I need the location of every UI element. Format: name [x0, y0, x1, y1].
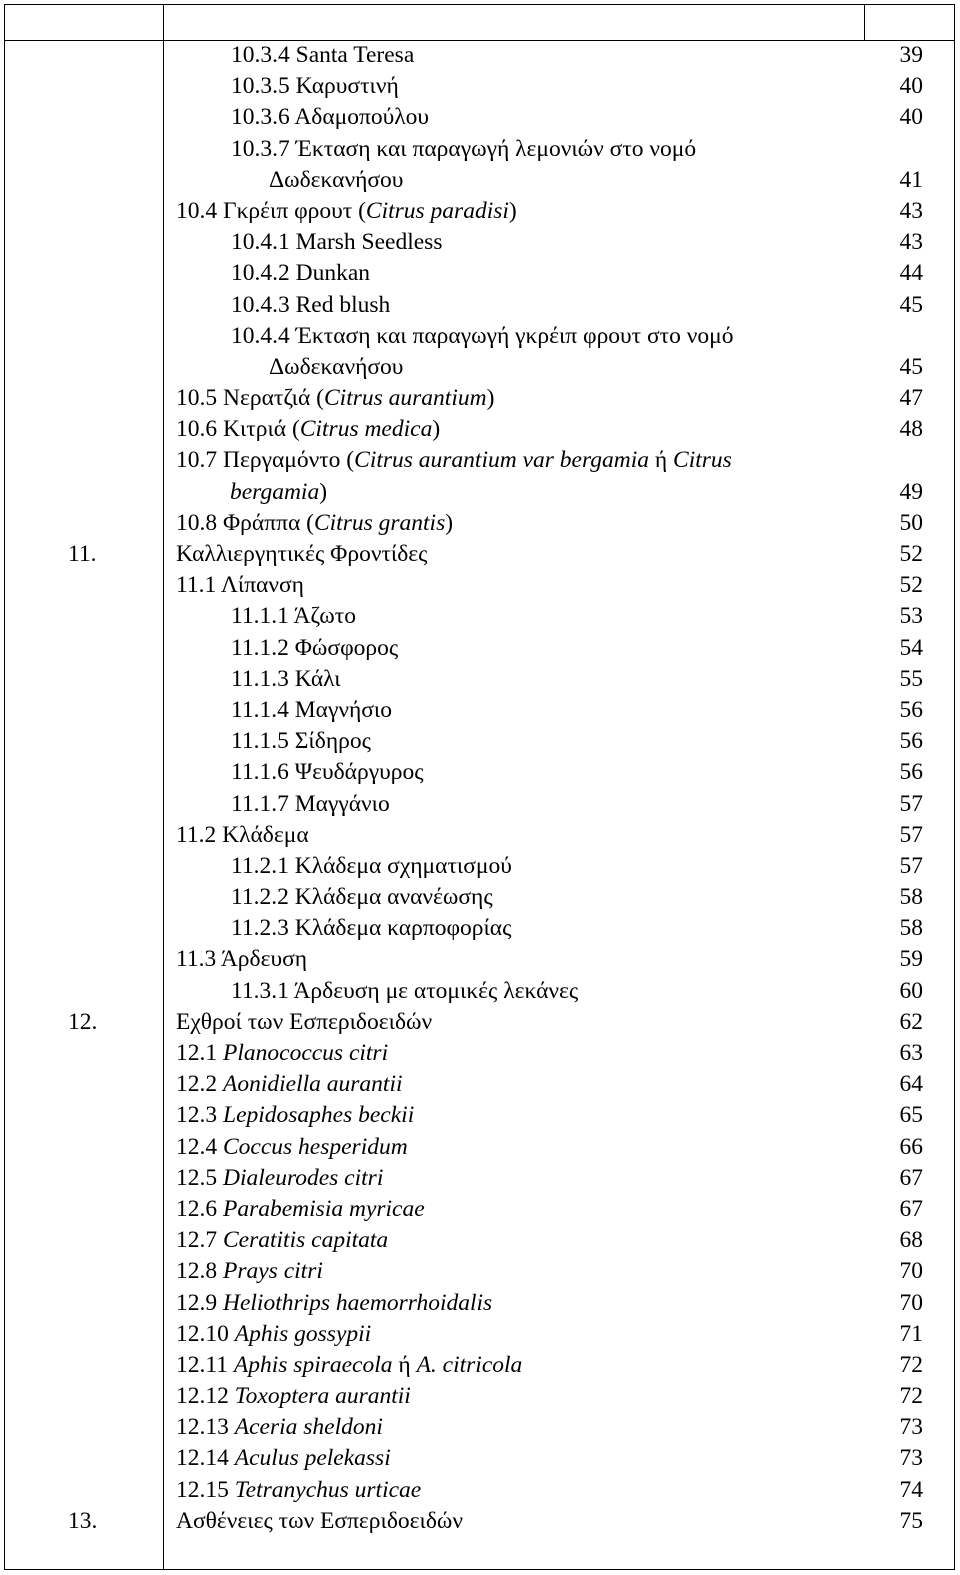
page-number: 56 — [899, 728, 923, 755]
entry-text: 11.2.3 Κλάδεμα καρποφορίας — [231, 915, 512, 942]
entry-title — [231, 134, 696, 196]
page-number: 47 — [899, 385, 923, 412]
entry-title — [176, 1132, 408, 1163]
toc-entry — [0, 1350, 960, 1381]
entry-text: 12.14 — [176, 1445, 235, 1472]
entry-title — [176, 944, 307, 975]
entry-title — [231, 258, 370, 289]
entry-title — [231, 102, 429, 133]
entry-text: 12.9 — [176, 1289, 223, 1316]
entry-title — [231, 976, 578, 1007]
toc-entry — [0, 726, 960, 757]
page-number: 44 — [899, 260, 923, 287]
entry-scientific-name: Aculus pelekassi — [234, 1445, 391, 1472]
entry-title — [231, 633, 398, 664]
page-number: 55 — [899, 665, 923, 692]
toc-entry — [0, 1007, 960, 1038]
entry-text: 10.3.6 Αδαμοπούλου — [231, 104, 430, 131]
entry-text: 10.4 Γκρέιπ φρουτ ( — [176, 197, 366, 224]
entry-text-suffix: ή — [392, 1351, 417, 1378]
toc-entry — [0, 508, 960, 539]
page-number: 41 — [899, 166, 923, 193]
entry-scientific-name: Prays citri — [223, 1258, 323, 1285]
entry-title — [231, 757, 424, 788]
page-number: 64 — [899, 1071, 923, 1098]
toc-entry — [0, 633, 960, 664]
entry-text-continued: Δωδεκανήσου — [269, 353, 404, 380]
entry-scientific-name: Heliothrips haemorrhoidalis — [223, 1289, 493, 1316]
entry-text: Ασθένειες των Εσπεριδοειδών — [176, 1507, 464, 1534]
entry-text: 12.5 — [176, 1164, 223, 1191]
page-number: 59 — [899, 946, 923, 973]
page-number: 48 — [899, 416, 923, 443]
entry-text: 12.8 — [176, 1258, 223, 1285]
entry-title — [176, 1256, 323, 1287]
entry-text: 11.2.2 Κλάδεμα ανανέωσης — [231, 884, 493, 911]
toc-entry — [0, 789, 960, 820]
page-number: 53 — [899, 603, 923, 630]
entry-title — [176, 1069, 403, 1100]
entry-title — [176, 414, 440, 445]
entry-text: 12.11 — [176, 1351, 234, 1378]
entry-title — [176, 820, 309, 851]
entry-text: 12.3 — [176, 1102, 223, 1129]
page-number: 72 — [899, 1383, 923, 1410]
entry-title — [176, 1381, 411, 1412]
chapter-number: 13. — [68, 1507, 98, 1534]
entry-title — [176, 383, 494, 414]
entry-title — [231, 321, 733, 383]
page-number: 62 — [899, 1008, 923, 1035]
toc-entry — [0, 976, 960, 1007]
toc-entry — [0, 1163, 960, 1194]
toc-entry — [0, 570, 960, 601]
entry-title — [231, 601, 356, 632]
toc-entry — [0, 258, 960, 289]
page-number: 57 — [899, 852, 923, 879]
entry-title — [176, 1443, 391, 1474]
entry-title — [231, 789, 390, 820]
toc-entry — [0, 71, 960, 102]
page-number: 50 — [899, 509, 923, 536]
entry-title — [176, 1163, 383, 1194]
entry-text: 10.3.4 Santa Teresa — [231, 42, 415, 68]
entry-title — [176, 1350, 522, 1381]
entry-text: 12.12 — [176, 1383, 235, 1410]
entry-text: 11.1.5 Σίδηρος — [231, 728, 371, 755]
entry-text-suffix: ) — [445, 509, 454, 536]
toc-entry — [0, 1038, 960, 1069]
toc-entry — [0, 1412, 960, 1443]
page-number: 54 — [899, 634, 923, 661]
table-of-contents — [0, 40, 960, 1537]
page-number: 66 — [899, 1133, 923, 1160]
entry-text: 12.6 — [176, 1195, 223, 1222]
entry-text: Εχθροί των Εσπεριδοειδών — [176, 1008, 433, 1035]
page-number: 57 — [899, 790, 923, 817]
entry-text: 10.4.4 Έκταση και παραγωγή γκρέιπ φρουτ στο νομό — [231, 322, 734, 349]
page-number: 75 — [899, 1507, 923, 1534]
entry-scientific-name: Aceria sheldoni — [234, 1414, 383, 1441]
entry-text: 10.8 Φράππα ( — [176, 509, 314, 536]
toc-entry — [0, 757, 960, 788]
entry-title — [176, 1225, 388, 1256]
toc-entry — [0, 414, 960, 445]
toc-entry — [0, 601, 960, 632]
page-number: 52 — [899, 572, 923, 599]
entry-text: 10.4.3 Red blush — [231, 291, 391, 318]
entry-text: 11.1.1 Άζωτο — [231, 603, 356, 630]
page-number: 56 — [899, 696, 923, 723]
page-number: 40 — [899, 104, 923, 131]
page-number: 49 — [899, 478, 923, 505]
entry-text: 12.4 — [176, 1133, 223, 1160]
entry-scientific-name: Citrus paradisi — [365, 197, 509, 224]
toc-entry — [0, 913, 960, 944]
entry-title — [176, 1007, 432, 1038]
entry-text: 12.1 — [176, 1040, 223, 1067]
entry-title — [176, 196, 517, 227]
toc-entry — [0, 1443, 960, 1474]
entry-scientific-name: Lepidosaphes beckii — [223, 1102, 415, 1129]
page-number: 67 — [899, 1195, 923, 1222]
entry-scientific-name-alt: A. citricola — [416, 1351, 523, 1378]
entry-title — [231, 882, 493, 913]
entry-text: 10.4.2 Dunkan — [231, 260, 371, 287]
entry-text: 12.2 — [176, 1071, 223, 1098]
entry-text: 11.3 Άρδευση — [176, 946, 308, 973]
entry-scientific-name: Parabemisia myricae — [223, 1195, 425, 1222]
toc-entry — [0, 851, 960, 882]
entry-scientific-name: Citrus aurantium var bergamia — [354, 447, 649, 474]
toc-entry — [0, 944, 960, 975]
page-number: 52 — [899, 541, 923, 568]
entry-text: 11.3.1 Άρδευση με ατομικές λεκάνες — [231, 977, 579, 1004]
page-number: 70 — [899, 1289, 923, 1316]
page-number: 65 — [899, 1102, 923, 1129]
chapter-number: 11. — [68, 541, 97, 568]
toc-entry — [0, 1194, 960, 1225]
toc-entry — [0, 695, 960, 726]
entry-title — [176, 1100, 414, 1131]
toc-entry — [0, 227, 960, 258]
toc-entry — [0, 383, 960, 414]
entry-title — [176, 508, 453, 539]
entry-title — [176, 1038, 388, 1069]
page-number: 68 — [899, 1227, 923, 1254]
page-number: 71 — [899, 1320, 923, 1347]
page-number: 70 — [899, 1258, 923, 1285]
entry-title — [176, 570, 304, 601]
entry-text-suffix: ή — [649, 447, 674, 474]
entry-title — [176, 1412, 383, 1443]
entry-title — [231, 695, 392, 726]
page-number: 40 — [899, 73, 923, 100]
entry-text-suffix: ) — [508, 197, 517, 224]
entry-title — [231, 227, 442, 258]
entry-text: 10.3.5 Καρυστινή — [231, 73, 399, 100]
entry-title — [231, 851, 512, 882]
toc-entry — [0, 196, 960, 227]
toc-entry — [0, 1381, 960, 1412]
entry-scientific-name-continued: bergamia — [230, 478, 320, 505]
toc-entry — [0, 290, 960, 321]
entry-text: 11.1 Λίπανση — [176, 572, 304, 599]
page-number: 43 — [899, 197, 923, 224]
entry-text: 11.1.6 Ψευδάργυρος — [231, 759, 424, 786]
entry-scientific-name: Ceratitis capitata — [223, 1227, 389, 1254]
page-number: 63 — [899, 1040, 923, 1067]
toc-entry — [0, 134, 960, 196]
entry-text: 11.2.1 Κλάδεμα σχηματισμού — [231, 852, 512, 879]
entry-title — [176, 1194, 425, 1225]
entry-text-suffix: ) — [486, 385, 495, 412]
entry-scientific-name: Citrus grantis — [313, 509, 446, 536]
toc-entry — [0, 102, 960, 133]
entry-scientific-name: Tetranychus urticae — [234, 1476, 422, 1503]
toc-entry — [0, 321, 960, 383]
entry-scientific-name: Planococcus citri — [223, 1040, 389, 1067]
page-number: 73 — [899, 1414, 923, 1441]
toc-entry — [0, 445, 960, 507]
entry-title — [176, 1475, 421, 1506]
entry-scientific-name: Aphis spiraecola — [233, 1351, 393, 1378]
page-number: 56 — [899, 759, 923, 786]
toc-entry — [0, 1506, 960, 1537]
entry-text: 11.2 Κλάδεμα — [176, 821, 309, 848]
toc-entry — [0, 820, 960, 851]
entry-text: 10.4.1 Marsh Seedless — [231, 229, 443, 256]
entry-scientific-name: Toxoptera aurantii — [234, 1383, 411, 1410]
page-number: 57 — [899, 821, 923, 848]
entry-title — [231, 726, 371, 757]
chapter-number: 12. — [68, 1008, 98, 1035]
page-number: 58 — [899, 884, 923, 911]
page-number: 74 — [899, 1476, 923, 1503]
entry-text-suffix: ) — [432, 416, 441, 443]
page-number: 67 — [899, 1164, 923, 1191]
entry-text-continued: Δωδεκανήσου — [269, 166, 404, 193]
page-number: 58 — [899, 915, 923, 942]
toc-entry — [0, 1475, 960, 1506]
entry-scientific-name: Dialeurodes citri — [223, 1164, 384, 1191]
page-number: 60 — [899, 977, 923, 1004]
toc-entry — [0, 1069, 960, 1100]
toc-entry — [0, 1132, 960, 1163]
entry-title — [176, 445, 732, 507]
entry-text: 10.6 Κιτριά ( — [176, 416, 300, 443]
entry-title — [231, 664, 341, 695]
entry-title — [231, 71, 399, 102]
entry-text: 10.3.7 Έκταση και παραγωγή λεμονιών στο νομό — [231, 135, 697, 162]
entry-title — [176, 1319, 371, 1350]
entry-text: 11.1.4 Μαγνήσιο — [231, 696, 393, 723]
page-number: 43 — [899, 229, 923, 256]
entry-text: 12.7 — [176, 1227, 223, 1254]
entry-text: 10.7 Περγαμόντο ( — [176, 447, 355, 474]
entry-scientific-name: Aonidiella aurantii — [223, 1071, 403, 1098]
entry-scientific-name: Coccus hesperidum — [223, 1133, 408, 1160]
page-number: 45 — [899, 353, 923, 380]
toc-entry — [0, 539, 960, 570]
entry-title — [176, 1506, 463, 1537]
toc-entry — [0, 1100, 960, 1131]
entry-text: 12.13 — [176, 1414, 235, 1441]
toc-entry — [0, 882, 960, 913]
page-number: 73 — [899, 1445, 923, 1472]
toc-entry — [0, 1256, 960, 1287]
toc-entry — [0, 1225, 960, 1256]
page-number: 45 — [899, 291, 923, 318]
toc-entry — [0, 1319, 960, 1350]
entry-title — [231, 290, 390, 321]
entry-title — [176, 1288, 492, 1319]
entry-scientific-name-alt: Citrus — [673, 447, 732, 474]
entry-scientific-name: Citrus medica — [299, 416, 433, 443]
header-column-divider — [864, 5, 865, 41]
toc-entry — [0, 40, 960, 71]
page-number: 39 — [899, 41, 923, 68]
entry-scientific-name: Aphis gossypii — [234, 1320, 372, 1347]
entry-text: Καλλιεργητικές Φροντίδες — [176, 541, 428, 568]
entry-title — [231, 913, 511, 944]
toc-entry — [0, 1288, 960, 1319]
entry-scientific-name: Citrus aurantium — [324, 385, 487, 412]
entry-text: 11.1.7 Μαγγάνιο — [231, 790, 390, 817]
entry-text: 11.1.2 Φώσφορος — [231, 634, 399, 661]
entry-title — [231, 40, 414, 71]
toc-entry — [0, 664, 960, 695]
page-number: 72 — [899, 1351, 923, 1378]
entry-text: 10.5 Νερατζιά ( — [176, 385, 324, 412]
entry-title — [176, 539, 427, 570]
entry-text: 12.15 — [176, 1476, 235, 1503]
entry-text-suffix: ) — [319, 478, 328, 505]
entry-text: 11.1.3 Κάλι — [231, 665, 341, 692]
entry-text: 12.10 — [176, 1320, 235, 1347]
